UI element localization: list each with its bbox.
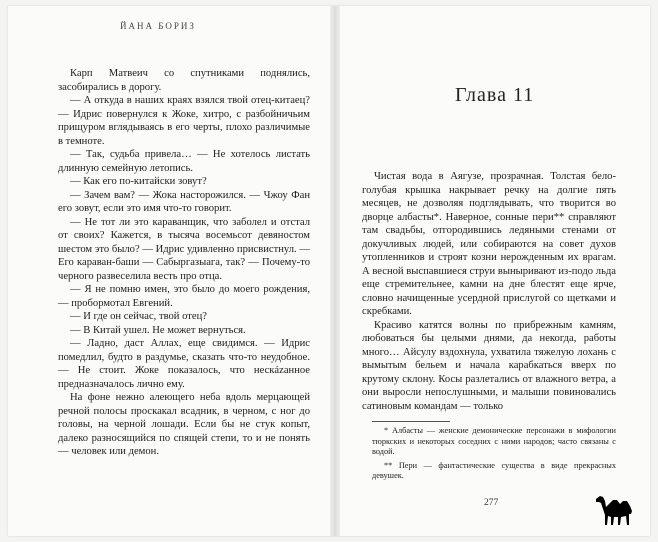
paragraph: — А откуда в наших краях взялся твой отец-китаец? — Идрис повернулся к Жоке, хитро, с разбойничьим прищуром вглядываясь в его черты, плохо различимые в темноте.	[58, 95, 310, 147]
right-page-text	[362, 170, 616, 413]
left-page-text	[58, 67, 310, 459]
running-head: ЙАНА БОРИЗ	[120, 21, 196, 31]
paragraph: — Я не помню имен, это было до моего рождения, — пробормотал Евгений.	[58, 284, 310, 309]
paragraph: — Как его по-китайски зовут?	[70, 176, 207, 187]
paragraph: — В Китай ушел. Не может вернуться.	[70, 324, 246, 336]
paragraph: — Ладно, даст Аллах, еще свидимся. — Идрис помедлил, будто в раздумье, сказать что-то неудобное. — Не стоит. Жоке показалось, что нескázанное предназначалось лично ему.	[58, 338, 310, 390]
footnote-divider	[372, 421, 450, 422]
paragraph: Чистая вода в Аягузе, прозрачная. Толстая бело-голубая крышка накрывает речку на долгие пять месяцев, не дозволяя подглядывать, что творится во дворце албасты*. Наверное, сонные пери** справляют там свадьбы, отгородившись ледяными стенами от докучливых людей, или собираются на совет духов утопленников и строят козни нерожденным их врагам. А весной выспавшиеся струи выныривают из-подо льда еще стремительнее, камни на дне блестят еще ярче, словно начищенные усердной прислугой со щетками и скребками.	[362, 171, 616, 317]
paragraph: — И где он сейчас, твой отец?	[70, 311, 207, 322]
book-gutter	[330, 6, 340, 536]
footnotes	[372, 426, 616, 485]
paragraph: — Не тот ли это караванщик, что заболел и отстал от своих? Кажется, в тысяча восемьсот девяностом шестом это было? — Идрис удивленно присвистнул. — Его караван-баши — Сабыргазыага, так? — Почему-то черного развеселила весть про отца.	[58, 216, 310, 282]
footnote: ** Пери — фантастические существа в виде прекрасных девушек.	[372, 460, 616, 480]
paragraph: Красиво катятся волны по прибрежным камням, любоваться бы целыми днями, да некогда, работы много… Айсулу вздохнула, ухватила тяжелую лохань с вымытым бельем и начала карабкаться вверх по крутому склону. Косы разлетались от влажного ветра, а они выросли непослушными, и малыши повиновались сатиновым командам — только	[362, 319, 616, 412]
footnote: * Албасты — женские демонические персонажи в мифологии тюркских и некоторых соседних с ними народов; часто связаны с водой.	[372, 426, 616, 456]
paragraph: На фоне нежно алеющего неба вдоль мерцающей речной полосы проскакал всадник, в черном, с ног до головы, на черной лошади. Если бы не стук копыт, далеко разносящийся по спящей степи, то и не понять — человек или демон.	[58, 392, 310, 457]
paragraph: — Так, судьба привела… — Не хотелось листать длинную семейную летопись.	[58, 149, 310, 174]
chapter-title: Глава 11	[455, 84, 535, 106]
page-number: 277	[484, 498, 499, 508]
paragraph: Карп Матвеич со спутниками поднялись, засобирались в дорогу.	[58, 68, 310, 93]
paragraph: — Зачем вам? — Жока насторожился. — Чжоу Фан его зовут, если это имя что-то говорит.	[58, 189, 310, 214]
camel-icon	[593, 487, 637, 527]
